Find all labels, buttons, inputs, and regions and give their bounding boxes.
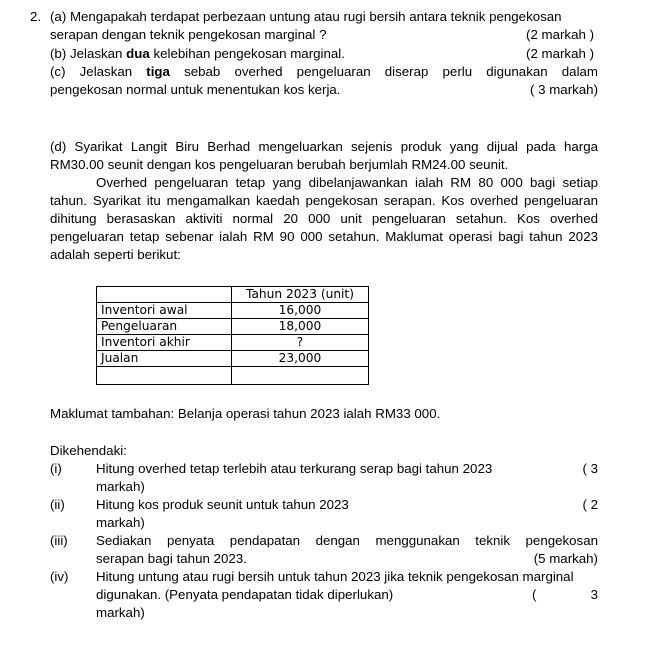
table-blank-row: [97, 367, 369, 385]
operations-table: [96, 286, 369, 385]
part-a-marks: (2 markah ): [526, 27, 594, 42]
part-c-marks: ( 3 markah): [530, 82, 598, 97]
table-row: Inventori akhir ?: [97, 335, 369, 351]
part-c-post: sebab overhed pengeluaran diserap perlu digunakan dalam: [169, 64, 598, 79]
required-section: [50, 442, 598, 622]
task-iv: (iv) Hitung untung atau rugi bersih untuk tahun 2023 jika teknik pengekosan marginal digunakan. (Penyata pendapatan tidak diperlukan) ( 3 markah): [50, 569, 598, 620]
part-a: [50, 8, 598, 44]
task-iii: (iii) Sediakan penyata pendapatan dengan menggunakan teknik pengekosan serapan bagi tahun 2023. (5 markah): [50, 533, 598, 566]
part-b-marks: (2 markah ): [526, 46, 594, 61]
part-a-line1: (a) Mengapakah terdapat perbezaan untung atau rugi bersih antara teknik pengekosan: [50, 9, 562, 24]
table-row: Jualan 23,000: [97, 351, 369, 367]
additional-info: Maklumat tambahan: Belanja operasi tahun 2023 ialah RM33 000.: [50, 406, 441, 421]
part-c: [50, 63, 598, 99]
table-header: Tahun 2023 (unit): [232, 287, 369, 303]
part-c-line2: pengekosan normal untuk menentukan kos kerja.: [50, 82, 341, 97]
part-d: [50, 138, 598, 264]
part-a-line2: serapan dengan teknik pengekosan marginal ?: [50, 27, 327, 42]
part-b-post: kelebihan pengekosan marginal.: [149, 46, 345, 61]
task-i: (i) Hitung overhed tetap terlebih atau terkurang serap bagi tahun 2023 ( 3 markah): [50, 461, 598, 494]
task-ii: (ii) Hitung kos produk seunit untuk tahun 2023 ( 2 markah): [50, 497, 598, 530]
table-row: Inventori awal 16,000: [97, 303, 369, 319]
question-number: 2.: [30, 9, 42, 24]
part-b-pre: (b) Jelaskan: [50, 46, 127, 61]
part-d-para1: (d) Syarikat Langit Biru Berhad mengeluarkan sejenis produk yang dijual pada harga RM30.00 seunit dengan kos pengeluaran berubah berjumlah RM24.00 seunit.: [50, 139, 598, 172]
part-d-para2: Overhed pengeluaran tetap yang dibelanjawankan ialah RM 80 000 bagi setiap tahun. Syarikat itu mengamalkan kaedah pengekosan serapan. Kos overhed pengeluaran dihitung berasaskan aktiviti normal 20 000 unit pengeluaran setahun. Kos overhed pengeluaran tetap sebenar ialah RM 90 000 setahun. Maklumat operasi bagi tahun 2023 adalah seperti berikut:: [50, 175, 598, 262]
part-c-pre: (c) Jelaskan: [50, 64, 147, 79]
part-b-bold: dua: [126, 46, 150, 61]
required-heading: Dikehendaki:: [50, 443, 127, 458]
part-c-bold: tiga: [146, 64, 170, 79]
part-b: [50, 45, 598, 63]
table-row: Pengeluaran 18,000: [97, 319, 369, 335]
